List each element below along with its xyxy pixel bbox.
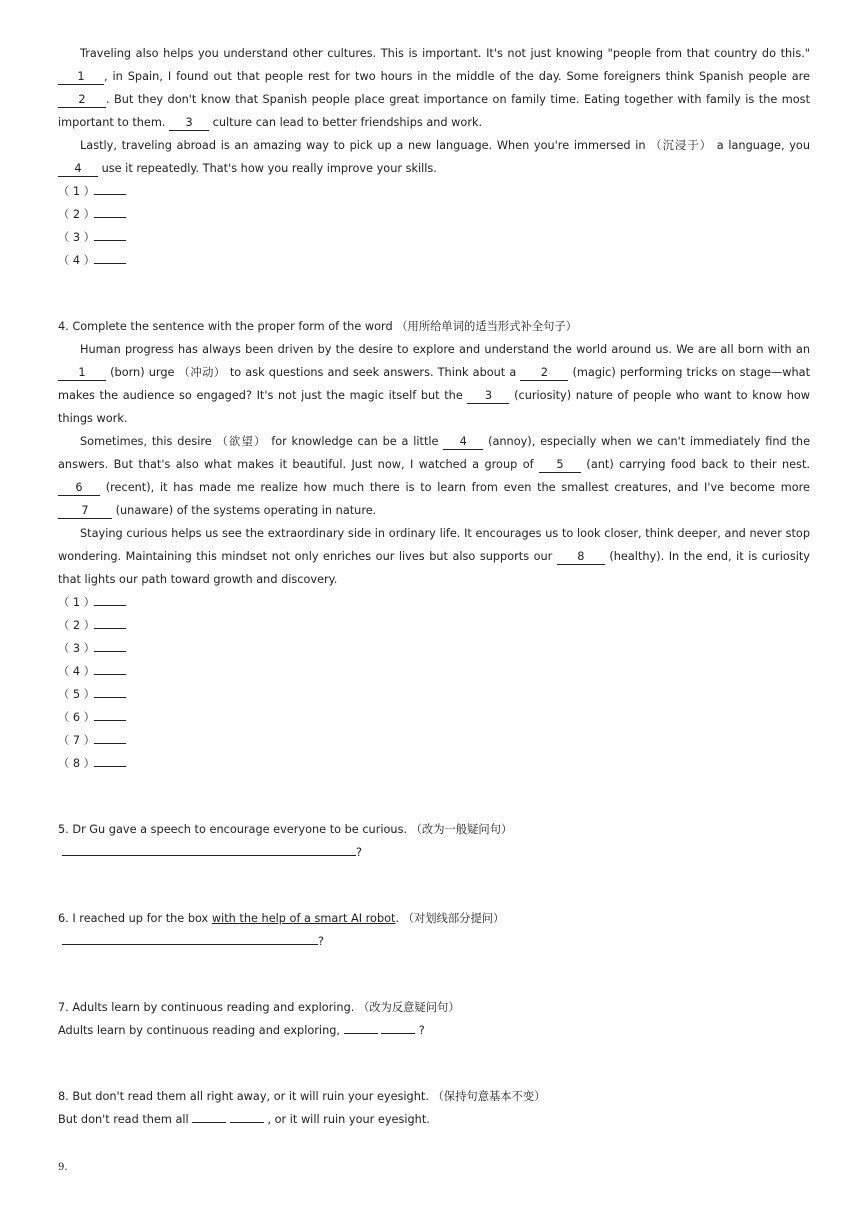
answer-line-3[interactable] xyxy=(58,230,126,246)
question-4-title: 4. Complete the sentence with the proper form of the word （用所给单词的适当形式补全句子） xyxy=(58,320,577,333)
text-segment: , or it will ruin your eyesight. xyxy=(267,1113,430,1126)
answer-number: （ 3 ） xyxy=(58,231,95,244)
blank-1[interactable]: 1 xyxy=(58,70,104,85)
text-segment: 6. I reached up for the box xyxy=(58,912,212,925)
text-segment: Lastly, traveling abroad is an amazing way to pick up a new language. When you're immersed in （沉浸于） a language, you xyxy=(80,139,810,152)
answer-number: （ 3 ） xyxy=(58,642,95,655)
answer-line-5[interactable] xyxy=(58,687,126,703)
text-segment: (curiosity) nature of people who want to know how things work. xyxy=(58,389,811,425)
answer-blank[interactable] xyxy=(94,664,126,675)
text-segment: , in Spain, I found out that people rest for two hours in the middle of the day. Some foreigners think Spanish people are xyxy=(104,70,810,83)
blank-2[interactable]: 2 xyxy=(520,366,568,381)
text-segment: . But they don't know that Spanish people place great importance on family time. Eating together with family is the most important to them. xyxy=(58,93,810,129)
q8-answer-line xyxy=(58,1112,430,1128)
blank-3[interactable]: 3 xyxy=(169,116,209,131)
question-8-title: 8. But don't read them all right away, or it will ruin your eyesight. （保持句意基本不变） xyxy=(58,1090,546,1103)
answer-line-6[interactable] xyxy=(58,710,126,726)
text-segment: (born) urge （冲动） to ask questions and seek answers. Think about a xyxy=(110,366,517,379)
answer-blank[interactable] xyxy=(94,207,126,218)
text-segment: use it repeatedly. That's how you really improve your skills. xyxy=(101,162,437,175)
blank-8[interactable]: 8 xyxy=(557,550,605,565)
question-mark: ? xyxy=(418,1024,425,1037)
text-segment: . （对划线部分提问） xyxy=(395,912,505,925)
q4-paragraph-2 xyxy=(58,430,810,522)
answer-blank[interactable] xyxy=(94,595,126,606)
question-mark: ? xyxy=(318,935,324,948)
question-9-number: 9. xyxy=(58,1162,68,1173)
answer-blank-2[interactable] xyxy=(381,1023,415,1034)
answer-number: （ 1 ） xyxy=(58,596,95,609)
q6-answer-line[interactable] xyxy=(62,934,324,950)
blank-4[interactable]: 4 xyxy=(443,435,483,450)
text-segment: (ant) carrying food back to their nest. xyxy=(586,458,811,471)
answer-blank[interactable] xyxy=(94,253,126,264)
answer-line-3[interactable] xyxy=(58,641,126,657)
answer-line-1[interactable] xyxy=(58,595,126,611)
answer-blank[interactable] xyxy=(94,756,126,767)
answer-line-4[interactable] xyxy=(58,664,126,680)
question-6-title xyxy=(58,911,504,927)
answer-line-2[interactable] xyxy=(58,207,126,223)
blank-7[interactable]: 7 xyxy=(58,504,112,519)
blank-4[interactable]: 4 xyxy=(58,162,98,177)
answer-blank[interactable] xyxy=(94,184,126,195)
text-segment: Adults learn by continuous reading and exploring, xyxy=(58,1024,340,1037)
text-segment: Human progress has always been driven by the desire to explore and understand the world around us. We are all born with an xyxy=(80,343,810,356)
answer-blank-2[interactable] xyxy=(230,1112,264,1123)
passage-paragraph-language xyxy=(58,134,810,180)
text-segment: Staying curious helps us see the extraordinary side in ordinary life. It encourages us to look closer, think deeper, and never stop wondering. Maintaining this mindset not only enriches our lives but also supports our xyxy=(58,527,810,563)
answer-number: （ 2 ） xyxy=(58,619,95,632)
text-segment: Sometimes, this desire （欲望） for knowledge can be a little xyxy=(80,435,439,448)
blank-5[interactable]: 5 xyxy=(539,458,581,473)
question-5-title: 5. Dr Gu gave a speech to encourage everyone to be curious. （改为一般疑问句） xyxy=(58,823,513,836)
answer-blank[interactable] xyxy=(94,230,126,241)
answer-line-7[interactable] xyxy=(58,733,126,749)
text-segment: (annoy), especially when we can't immediately find the answers. But that's also what makes it beautiful. Just now, I watched a group of xyxy=(58,435,811,471)
answer-line-2[interactable] xyxy=(58,618,126,634)
answer-blank[interactable] xyxy=(94,641,126,652)
blank-1[interactable]: 1 xyxy=(58,366,106,381)
q4-paragraph-3 xyxy=(58,522,810,591)
answer-blank[interactable] xyxy=(94,687,126,698)
text-segment: (unaware) of the systems operating in nature. xyxy=(115,504,377,517)
answer-blank[interactable] xyxy=(62,845,356,856)
answer-blank-1[interactable] xyxy=(344,1023,378,1034)
text-segment: But don't read them all xyxy=(58,1113,189,1126)
answer-number: （ 1 ） xyxy=(58,185,95,198)
text-segment: (magic) performing tricks on stage—what makes the audience so engaged? It's not just the magic itself but the xyxy=(58,366,811,402)
answer-blank[interactable] xyxy=(94,733,126,744)
answer-line-8[interactable] xyxy=(58,756,126,772)
answer-number: （ 5 ） xyxy=(58,688,95,701)
text-segment: Traveling also helps you understand other cultures. This is important. It's not just knowing "people from that country do this." xyxy=(80,47,810,60)
text-segment: (healthy). In the end, it is curiosity that lights our path toward growth and discovery. xyxy=(58,550,810,586)
q4-paragraph-1 xyxy=(58,338,810,430)
answer-blank-1[interactable] xyxy=(192,1112,226,1123)
text-segment: (recent), it has made me realize how much there is to learn from even the smallest creatures, and I've become more xyxy=(105,481,810,494)
blank-3[interactable]: 3 xyxy=(467,389,509,404)
answer-number: （ 4 ） xyxy=(58,254,95,267)
underlined-phrase: with the help of a smart AI robot xyxy=(211,912,396,925)
text-segment: culture can lead to better friendships and work. xyxy=(212,116,483,129)
answer-number: （ 6 ） xyxy=(58,711,95,724)
answer-number: （ 4 ） xyxy=(58,665,95,678)
q5-answer-line[interactable] xyxy=(62,845,362,861)
answer-blank[interactable] xyxy=(94,618,126,629)
question-7-title: 7. Adults learn by continuous reading and exploring. （改为反意疑问句） xyxy=(58,1001,460,1014)
answer-number: （ 7 ） xyxy=(58,734,95,747)
blank-6[interactable]: 6 xyxy=(58,481,100,496)
answer-blank[interactable] xyxy=(94,710,126,721)
answer-number: （ 8 ） xyxy=(58,757,95,770)
answer-number: （ 2 ） xyxy=(58,208,95,221)
passage-paragraph-culture xyxy=(58,42,810,134)
answer-line-1[interactable] xyxy=(58,184,126,200)
answer-blank[interactable] xyxy=(62,934,318,945)
answer-line-4[interactable] xyxy=(58,253,126,269)
q7-answer-line xyxy=(58,1023,425,1039)
blank-2[interactable]: 2 xyxy=(58,93,106,108)
question-mark: ? xyxy=(356,846,362,859)
